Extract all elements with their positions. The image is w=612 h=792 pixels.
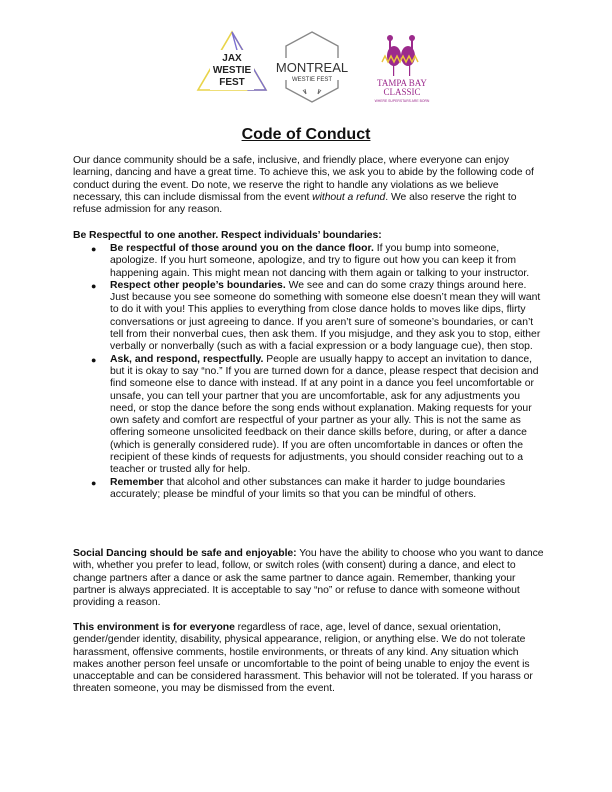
logo-row (0, 30, 612, 110)
intro-paragraph (73, 155, 546, 216)
section2-lead: Social Dancing should be safe and enjoyable: (73, 548, 297, 559)
list-item (73, 477, 546, 502)
intro-text-2: . We also reserve the right to refuse admission for any reason. (73, 191, 517, 216)
bullet-lead: Be respectful of those around you on the dance floor. (110, 243, 374, 254)
list-item (73, 280, 546, 354)
section3-lead: This environment is for everyone (73, 622, 235, 633)
montreal-logo-line2: WESTIE FEST (291, 77, 333, 83)
bullet-icon: ● (91, 354, 97, 365)
tampa-logo-line2: CLASSIC (383, 87, 421, 97)
montreal-logo-line1: MONTREAL (275, 60, 349, 75)
page-title: Code of Conduct (241, 126, 371, 143)
tampa-bay-classic-logo (352, 30, 452, 106)
tampa-logo-line1: TAMPA BAY (377, 78, 427, 88)
bullet-lead: Ask, and respond, respectfully. (110, 353, 264, 365)
section1-heading: Be Respectful to one another. Respect individuals’ boundaries: (73, 230, 382, 241)
intro-text-1: Our dance community should be a safe, inclusive, and friendly place, where everyone can enjoy learning, dancing and have a great time. To achieve this, we ask you to abide by the following code of conduct during the event. Do note, we reserve the right to handle any violations as we believe necessary, this can include dismissal from the event (73, 155, 534, 203)
section2-text: You have the ability to choose who you want to dance with, whether you prefer to lead, follow, or switch roles (with consent) during a dance, and elect to change partners after a dance or ask the same partner to dance again. Remember, thanking your partner is always appreciated. It is acceptable to say “no” or refuse to dance with someone without providing a reason. (73, 548, 544, 609)
bullet-icon: ● (91, 244, 97, 254)
social-dancing-paragraph (73, 548, 546, 609)
tampa-logo-tagline: WHERE SUPERSTARS ARE BORN (374, 99, 430, 103)
jax-westie-fest-logo (196, 30, 268, 102)
jax-logo-line2: WESTIE (212, 65, 252, 76)
bullet-icon: ● (91, 280, 97, 291)
jax-logo-line3: FEST (219, 77, 245, 88)
bullet-text: If you bump into someone, apologize. If you hurt someone, apologize, and try to figure out how you can keep it from happening again. This might mean not dancing with them again or talking to your instructor. (110, 243, 530, 279)
bullet-lead: Respect other people’s boundaries. (110, 279, 286, 291)
intro-italic: without a refund (312, 191, 386, 203)
section3-text: regardless of race, age, level of dance, sexual orientation, gender/gender identity, disability, physical appearance, religion, or anything else. We do not tolerate harassment, offensive comments, hostile environments, or threats of any kind. Any situation which makes another person feel unsafe or uncomfortable to the point of being unable to enjoy the event is unacceptable and can be considered harassment. This behavior will not be tolerated. If you harass or threaten someone, you may be dismissed from the event. (73, 622, 533, 695)
bullet-icon: ● (91, 477, 97, 488)
list-item (73, 354, 546, 477)
montreal-westie-fest-logo (262, 30, 362, 106)
bullet-text: People are usually happy to accept an invitation to dance, but it is okay to say “no.” If you are turned down for a dance, please respect that decision and find someone else to dance with instead. If at any point in a dance you feel uncomfortable or unsafe, you can tell your partner that you are uncomfortable, ask for any adjustments you need, or stop the dance before the song ends without explanation. Making requests for your own safety and comfort are respectful of your partner as your ally. This is not the same as offering someone unsolicited feedback on their dance skills before, during, or after a dance (which is generally considered rude). If you are often uncomfortable in dances or often the recipient of these kinds of requests for adjustments, you should consider reaching out to a teacher or trusted ally for help. (110, 353, 539, 476)
boundaries-list (73, 243, 546, 501)
list-item (73, 243, 546, 280)
bullet-text: We see and can do some crazy things around here. Just because you see someone do something with someone else doesn’t mean they will want to do it with you! This applies to everything from close dance holds to moves like dips, flirty conversations or just agreeing to dance. If you aren’t sure of someone’s boundaries, or can’t tell from their nonverbal cues, then ask them. If you misjudge, and they ask you to stop, either verbally or nonverbally (such as with a facial expression or a body language cue), then stop. (110, 279, 541, 353)
bullet-lead: Remember (110, 476, 164, 488)
bullet-text: that alcohol and other substances can make it harder to judge boundaries accurately; please be mindful of your limits so that you can be mindful of others. (110, 476, 506, 500)
environment-paragraph (73, 622, 546, 696)
jax-logo-line1: JAX (222, 53, 242, 64)
